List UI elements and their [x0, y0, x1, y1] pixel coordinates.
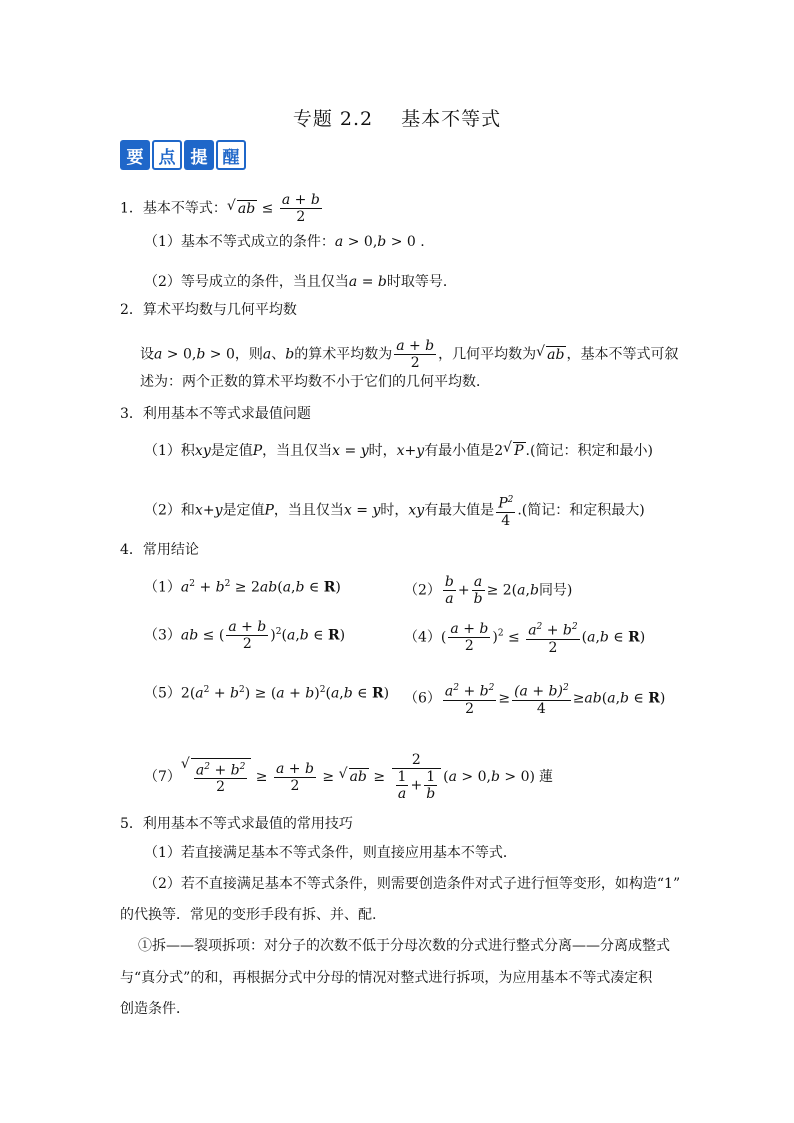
s2-para-1: 设a > 0,b > 0，则a、b的算术平均数为 $\frac{a + b}{2}$ ，几何平均数为√ ab ，基本不等式可叙	[140, 338, 678, 371]
s5-item-2: （2）若不直接满足基本不等式条件，则需要创造条件对式子进行恒等变形，如构造“1”	[144, 876, 681, 892]
s1-heading: 1．基本不等式：√ ab ≤ $\frac{a + b}{2}$	[120, 192, 324, 225]
s4-heading: 4．常用结论	[120, 542, 199, 558]
s2-a: 设	[140, 346, 154, 363]
s4-l7: （7）	[144, 769, 181, 785]
s4-item-4: （4）( $\frac{a + b}{2}$ )$^2$ ≤ $\frac{a^2 + b^2}{2}$ (a,b ∈ R)	[404, 620, 646, 656]
title-sub: 基本不等式	[401, 108, 502, 130]
s3-p1e: 有最小值是	[424, 443, 495, 459]
s5-item-2-cont: 的代换等．常见的变形手段有拆、并、配.	[120, 907, 377, 923]
s3-item-1: （1）积xy是定值P，当且仅当x = y时，x+y有最小值是2√ P .(简记：积定和最小)	[144, 441, 653, 461]
s1-p1-text: （1）基本不等式成立的条件：	[144, 234, 335, 250]
s4-item-7: （7） √ $\frac{a^2 + b^2}{2}$ ≥ $\frac{a + b}{2}$ ≥ √ ab ≥ 2 $\frac{1}{a}$ + $\frac{1}{b}$ (a > 0,b > 0) 蓮	[144, 752, 553, 802]
s4-l3: （3）	[144, 627, 181, 644]
s4-item-6: （6） $\frac{a^2 + b^2}{2}$ ≥ $\frac{(a + b)^2}{4}$ ≥ab(a,b ∈ R)	[404, 683, 666, 717]
s3-p2b: 是定值	[222, 502, 265, 519]
formula-frac-a-plus-b-over-2: $\frac{a + b}{2}$	[281, 192, 320, 225]
s4-item-1: $(1)a^2 + b^2 \ge 2ab(a,b$ ∈ R)	[144, 579, 341, 596]
s5-split-3: 创造条件．	[120, 1001, 190, 1017]
s4-l6: （6）	[404, 690, 441, 707]
s2-f: ，基本不等式可叙	[566, 346, 679, 363]
s3-p2c: ，当且仅当	[273, 502, 344, 519]
s1-p2a-text: （2）等号成立的条件，当且仅当	[144, 274, 349, 290]
s4-l1: （1）	[144, 579, 181, 596]
s2-b: ，则	[234, 346, 263, 363]
s4-l2tail: 同号)	[538, 582, 573, 599]
key-points-badge	[120, 140, 246, 170]
s3-item-2: （2）和x+y是定值P，当且仅当x = y时，xy有最大值是 $\frac{P^2}{4}$ .(简记：和定积最大)	[144, 495, 645, 529]
s1-p2b-text: 时取等号．	[386, 274, 457, 290]
badge-char-3: 提	[184, 140, 214, 170]
s3-p2d: 时，	[380, 502, 409, 519]
s4-l5: （5）	[144, 685, 181, 702]
s5-item-1: （1）若直接满足基本不等式条件，则直接应用基本不等式．	[144, 845, 517, 861]
page-title	[0, 104, 794, 131]
s1-head-text: 1．基本不等式：	[120, 200, 227, 217]
s2-c: 、	[271, 346, 286, 363]
title-main: 专题 2.2	[292, 108, 374, 130]
formula-condition: a	[334, 234, 344, 250]
s1-item-1: （1）基本不等式成立的条件：a > 0,b > 0 .	[144, 234, 425, 250]
s5-split-1: ①拆——裂项拆项：对分子的次数不低于分母次数的分式进行整式分离——分离成整式	[138, 938, 670, 954]
s2-e: ，几何平均数为	[438, 346, 537, 363]
formula-sqrt-ab: √ ab	[237, 200, 257, 217]
badge-char-1: 要	[120, 140, 150, 170]
badge-char-2: 点	[152, 140, 182, 170]
s3-p2e: 有最大值是	[424, 502, 495, 519]
s5-split-2: 与“真分式”的和，再根据分式中分母的情况对整式进行拆项，为应用基本不等式凑定积	[120, 970, 653, 986]
s4-item-5: $(5)2(a^2 + b^2) \ge (a + b)^2(a,b$ ∈ R)	[144, 685, 390, 702]
s4-l7tail: 蓮	[538, 769, 553, 785]
s4-item-2: （2） $\frac{b}{a}$ + $\frac{a}{b}$ ≥ 2(a,b同号)	[404, 574, 573, 607]
s3-p1f: .(简记：积定和最小)	[525, 443, 653, 459]
s4-item-3: （3）ab ≤ ( $\frac{a + b}{2}$ )$^2$(a,b ∈ R)	[144, 619, 346, 652]
s4-l2: （2）	[404, 582, 441, 599]
s2-d: 的算术平均数为	[294, 346, 393, 363]
s3-heading: 3．利用基本不等式求最值问题	[120, 406, 311, 422]
s4-l4: （4）	[404, 629, 441, 646]
s2-heading: 2．算术平均数与几何平均数	[120, 302, 297, 318]
s3-p2f: .(简记：和定积最大)	[517, 502, 645, 519]
s3-p1b: 是定值	[210, 443, 253, 459]
s3-p1a: （1）积	[144, 443, 195, 459]
s3-p2a: （2）和	[144, 502, 195, 519]
s3-p1d: 时，	[368, 443, 397, 459]
s5-heading: 5．利用基本不等式求最值的常用技巧	[120, 816, 353, 832]
s3-p1c: ，当且仅当	[262, 443, 333, 459]
s1-item-2: （2）等号成立的条件，当且仅当a = b时取等号．	[144, 274, 457, 290]
badge-char-4: 醒	[216, 140, 246, 170]
s2-para-2: 述为：两个正数的算术平均数不小于它们的几何平均数．	[140, 374, 490, 390]
